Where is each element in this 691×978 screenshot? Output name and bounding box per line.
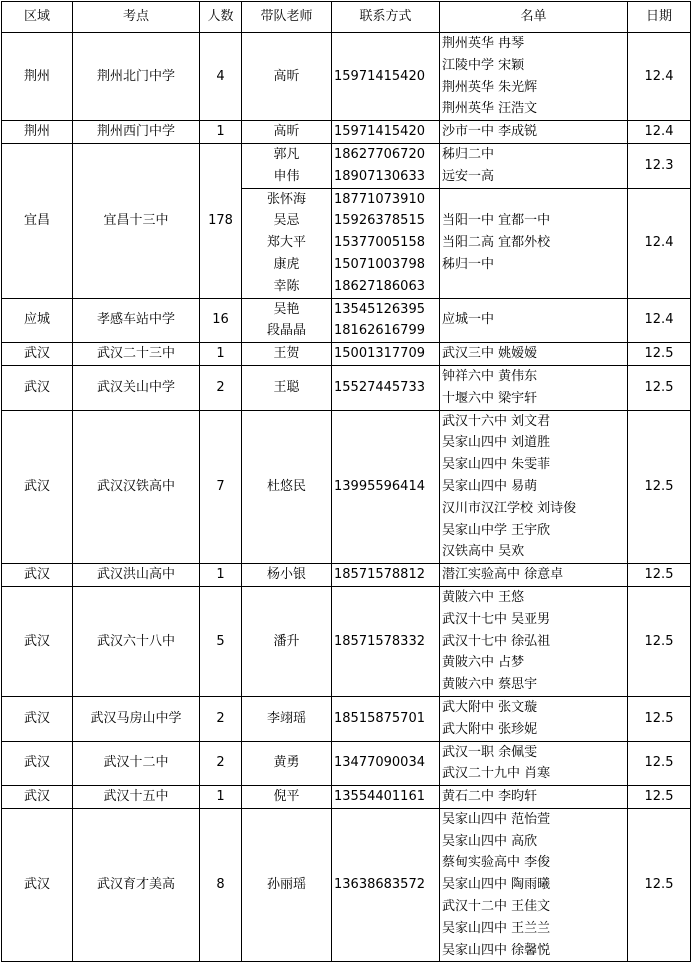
teacher-cell [242, 343, 332, 366]
student-entry: 荆州英华 朱光辉 [442, 79, 538, 95]
site-cell: 武汉关山中学 [73, 365, 200, 410]
contact-cell [332, 188, 440, 298]
teacher-name: 潘升 [273, 633, 300, 649]
count-cell: 2 [200, 741, 242, 786]
count-cell: 1 [200, 564, 242, 587]
names-cell [440, 696, 628, 741]
exam-roster-table [1, 1, 691, 962]
table-body [2, 33, 691, 962]
header-contact: 联系方式 [332, 2, 440, 33]
student-entry: 黄陂六中 蔡思宇 [442, 677, 538, 693]
contact-cell [332, 808, 440, 962]
contact-cell [332, 343, 440, 366]
contact-cell [332, 298, 440, 343]
student-entry: 吴家山四中 刘道胜 [442, 435, 551, 451]
date-cell: 12.4 [628, 188, 691, 298]
student-entry: 黄陂六中 王悠 [442, 589, 525, 605]
date-cell: 12.5 [628, 365, 691, 410]
student-entry: 黄石二中 李昀轩 [442, 789, 538, 805]
phone-number: 15071003798 [334, 256, 425, 272]
phone-number: 13554401161 [334, 789, 425, 805]
student-entry: 武汉三中 姚嫒嫒 [442, 346, 538, 362]
date-cell: 12.5 [628, 741, 691, 786]
count-cell: 2 [200, 696, 242, 741]
student-entry: 武汉十六中 刘文君 [442, 413, 551, 429]
phone-number: 18162616799 [334, 323, 425, 339]
site-cell: 武汉洪山高中 [73, 564, 200, 587]
teacher-name: 孙丽瑶 [266, 877, 306, 893]
contact-cell [332, 786, 440, 809]
names-cell [440, 410, 628, 564]
phone-number: 15001317709 [334, 346, 425, 362]
count-cell: 1 [200, 786, 242, 809]
teacher-cell [242, 564, 332, 587]
names-cell [440, 564, 628, 587]
site-cell: 武汉六十八中 [73, 586, 200, 696]
phone-number: 18515875701 [334, 710, 425, 726]
area-cell: 武汉 [2, 564, 73, 587]
table-row [2, 564, 691, 587]
site-cell: 武汉汉铁高中 [73, 410, 200, 564]
phone-number: 15971415420 [334, 68, 425, 84]
contact-cell [332, 121, 440, 144]
names-cell [440, 343, 628, 366]
site-cell: 孝感车站中学 [73, 298, 200, 343]
student-entry: 黄陂六中 占梦 [442, 655, 525, 671]
phone-number: 15527445733 [334, 379, 425, 395]
student-entry: 吴家山四中 徐馨悦 [442, 942, 551, 958]
phone-number: 13995596414 [334, 478, 425, 494]
teacher-cell [242, 696, 332, 741]
student-entry: 秭归二中 [442, 146, 495, 162]
teacher-name: 高昕 [273, 124, 300, 140]
phone-number: 15926378515 [334, 213, 425, 229]
contact-cell [332, 33, 440, 121]
names-cell [440, 143, 628, 188]
names-cell [440, 808, 628, 962]
count-cell: 16 [200, 298, 242, 343]
table-row [2, 586, 691, 696]
student-entry: 吴家山中学 王宇欣 [442, 522, 551, 538]
student-entry: 吴家山四中 易萌 [442, 478, 538, 494]
header-area: 区域 [2, 2, 73, 33]
student-entry: 荆州英华 冉琴 [442, 36, 525, 51]
area-cell: 武汉 [2, 808, 73, 962]
site-cell: 武汉十五中 [73, 786, 200, 809]
student-entry: 应城一中 [442, 312, 495, 328]
header-row [2, 2, 691, 33]
area-cell: 武汉 [2, 365, 73, 410]
names-cell [440, 741, 628, 786]
table-row [2, 786, 691, 809]
area-cell: 武汉 [2, 696, 73, 741]
phone-number: 18627186063 [334, 278, 425, 294]
student-entry: 当阳二高 宜都外校 [442, 235, 551, 251]
header-count: 人数 [200, 2, 242, 33]
student-entry: 汉铁高中 吴欢 [442, 544, 525, 560]
contact-cell [332, 410, 440, 564]
date-cell: 12.4 [628, 298, 691, 343]
count-cell: 1 [200, 121, 242, 144]
table-row [2, 696, 691, 741]
student-entry: 当阳一中 宜都一中 [442, 213, 551, 229]
teacher-name: 申伟 [273, 168, 300, 184]
date-cell: 12.5 [628, 343, 691, 366]
area-cell: 宜昌 [2, 143, 73, 298]
header-names: 名单 [440, 2, 628, 33]
teacher-name: 段晶晶 [266, 323, 306, 339]
site-cell: 武汉育才美高 [73, 808, 200, 962]
date-cell: 12.3 [628, 143, 691, 188]
teacher-cell [242, 786, 332, 809]
header-date: 日期 [628, 2, 691, 33]
phone-number: 13545126395 [334, 301, 425, 317]
site-cell: 宜昌十三中 [73, 143, 200, 298]
student-entry: 沙市一中 李成锐 [442, 124, 538, 140]
area-cell: 武汉 [2, 741, 73, 786]
area-cell: 武汉 [2, 586, 73, 696]
count-cell: 178 [200, 143, 242, 298]
names-cell [440, 586, 628, 696]
teacher-name: 郭凡 [273, 146, 300, 162]
names-cell [440, 188, 628, 298]
teacher-name: 吴艳 [273, 301, 300, 317]
phone-number: 18771073910 [334, 191, 425, 207]
teacher-name: 康虎 [273, 256, 300, 272]
teacher-name: 黄勇 [273, 755, 300, 771]
phone-number: 15971415420 [334, 124, 425, 140]
teacher-cell [242, 410, 332, 564]
table-row [2, 365, 691, 410]
student-entry: 远安一高 [442, 168, 495, 184]
teacher-cell [242, 188, 332, 298]
teacher-cell [242, 121, 332, 144]
student-entry: 吴家山四中 朱雯菲 [442, 457, 551, 473]
teacher-name: 郑大平 [266, 235, 306, 251]
count-cell: 5 [200, 586, 242, 696]
teacher-cell [242, 808, 332, 962]
student-entry: 江陵中学 宋颖 [442, 57, 525, 73]
count-cell: 4 [200, 33, 242, 121]
phone-number: 13477090034 [334, 755, 425, 771]
site-cell: 武汉二十三中 [73, 343, 200, 366]
date-cell: 12.5 [628, 808, 691, 962]
area-cell: 应城 [2, 298, 73, 343]
header-teacher: 带队老师 [242, 2, 332, 33]
area-cell: 荆州 [2, 33, 73, 121]
table-row [2, 410, 691, 564]
date-cell: 12.5 [628, 586, 691, 696]
student-entry: 武大附中 张文璇 [442, 699, 538, 715]
teacher-name: 杜悠民 [266, 478, 306, 494]
teacher-cell [242, 143, 332, 188]
teacher-cell [242, 741, 332, 786]
area-cell: 武汉 [2, 343, 73, 366]
date-cell: 12.5 [628, 696, 691, 741]
names-cell [440, 298, 628, 343]
phone-number: 18627706720 [334, 146, 425, 162]
student-entry: 武汉一职 余佩雯 [442, 744, 538, 760]
names-cell [440, 365, 628, 410]
contact-cell [332, 143, 440, 188]
phone-number: 15377005158 [334, 235, 425, 251]
names-cell [440, 786, 628, 809]
site-cell: 武汉十二中 [73, 741, 200, 786]
student-entry: 荆州英华 汪浩文 [442, 101, 538, 117]
teacher-name: 吴忌 [273, 213, 300, 229]
student-entry: 武大附中 张珍妮 [442, 721, 538, 737]
table-row [2, 33, 691, 121]
area-cell: 荆州 [2, 121, 73, 144]
student-entry: 吴家山四中 高欣 [442, 833, 538, 849]
teacher-name: 王聪 [273, 379, 300, 395]
teacher-name: 高昕 [273, 68, 300, 84]
teacher-cell [242, 586, 332, 696]
contact-cell [332, 564, 440, 587]
student-entry: 武汉十七中 徐弘祖 [442, 633, 551, 649]
names-cell [440, 121, 628, 144]
student-entry: 吴家山四中 陶雨曦 [442, 877, 551, 893]
student-entry: 吴家山四中 王兰兰 [442, 920, 551, 936]
date-cell: 12.4 [628, 33, 691, 121]
date-cell: 12.4 [628, 121, 691, 144]
table-row [2, 143, 691, 188]
contact-cell [332, 365, 440, 410]
teacher-name: 幸陈 [273, 278, 300, 294]
student-entry: 潜江实验高中 徐意卓 [442, 567, 564, 583]
table-row [2, 808, 691, 962]
student-entry: 钟祥六中 黄伟东 [442, 368, 538, 384]
site-cell: 荆州西门中学 [73, 121, 200, 144]
contact-cell [332, 696, 440, 741]
count-cell: 7 [200, 410, 242, 564]
table-row [2, 741, 691, 786]
date-cell: 12.5 [628, 410, 691, 564]
table-row [2, 343, 691, 366]
contact-cell [332, 741, 440, 786]
teacher-cell [242, 365, 332, 410]
student-entry: 武汉十七中 吴亚男 [442, 611, 551, 627]
names-cell [440, 33, 628, 121]
site-cell: 武汉马房山中学 [73, 696, 200, 741]
area-cell: 武汉 [2, 786, 73, 809]
contact-cell [332, 586, 440, 696]
header-site: 考点 [73, 2, 200, 33]
teacher-name: 杨小银 [266, 567, 306, 583]
student-entry: 汉川市汉江学校 刘诗俊 [442, 500, 577, 516]
student-entry: 武汉二十九中 肖寒 [442, 766, 551, 782]
date-cell: 12.5 [628, 564, 691, 587]
student-entry: 武汉十二中 王佳文 [442, 899, 551, 915]
student-entry: 秭归一中 [442, 256, 495, 272]
site-cell: 荆州北门中学 [73, 33, 200, 121]
count-cell: 8 [200, 808, 242, 962]
teacher-cell [242, 33, 332, 121]
phone-number: 13638683572 [334, 877, 425, 893]
teacher-cell [242, 298, 332, 343]
teacher-name: 王贺 [273, 346, 300, 362]
teacher-name: 李翊瑶 [266, 710, 306, 726]
phone-number: 18571578812 [334, 567, 425, 583]
student-entry: 十堰六中 梁宇轩 [442, 390, 538, 406]
area-cell: 武汉 [2, 410, 73, 564]
phone-number: 18571578332 [334, 633, 425, 649]
table-row [2, 298, 691, 343]
date-cell: 12.5 [628, 786, 691, 809]
teacher-name: 倪平 [273, 789, 300, 805]
count-cell: 1 [200, 343, 242, 366]
table-row [2, 121, 691, 144]
student-entry: 吴家山四中 范怡萱 [442, 811, 551, 827]
teacher-name: 张怀海 [266, 191, 306, 207]
count-cell: 2 [200, 365, 242, 410]
student-entry: 蔡甸实验高中 李俊 [442, 855, 551, 871]
phone-number: 18907130633 [334, 168, 425, 184]
